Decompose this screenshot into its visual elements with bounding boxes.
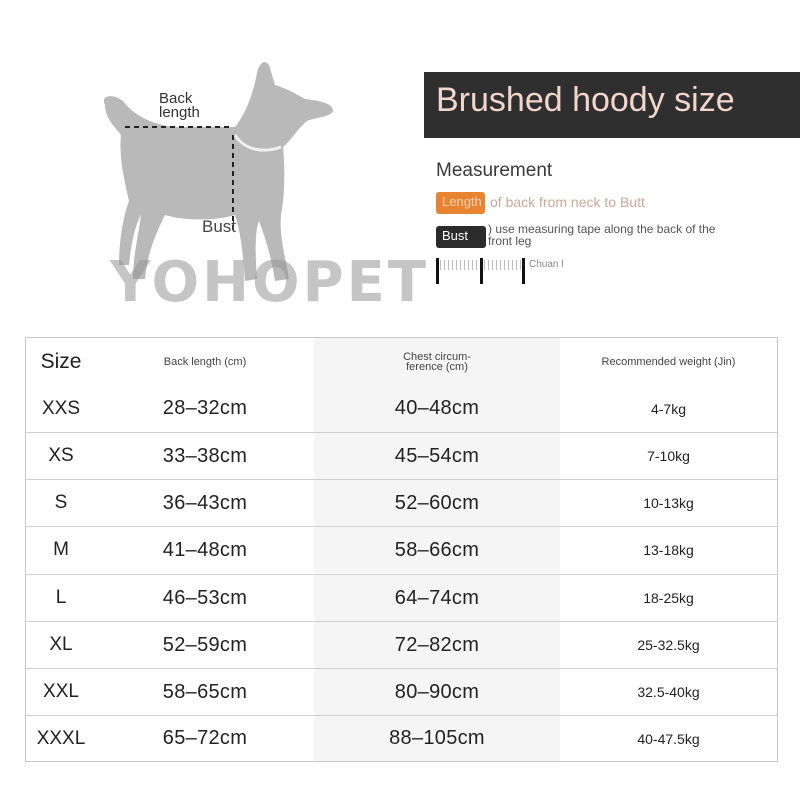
back-length-cell (96, 716, 314, 761)
size-cell-text: XS (48, 445, 74, 466)
weight-cell-text: 10-13kg (643, 495, 694, 511)
size-cell (26, 527, 96, 573)
back-length-cell (96, 669, 314, 715)
size-cell (26, 575, 96, 621)
back-length-cell (96, 385, 314, 432)
chest-cell (314, 575, 560, 621)
table-row (26, 526, 777, 573)
bust-tag: Bust (436, 226, 486, 248)
table-header-row (26, 338, 777, 385)
weight-cell (560, 669, 777, 715)
back-length-cell (96, 433, 314, 479)
back-length-cell-text: 33–38cm (162, 444, 248, 467)
bust-description: ) use measuring tape along the back of the front leg (488, 222, 716, 248)
length-description: of back from neck to Butt (490, 194, 645, 210)
chest-cell-text: 88–105cm (389, 727, 485, 749)
weight-cell-text: 7-10kg (647, 448, 690, 464)
header-back-length (96, 338, 314, 385)
size-chart-table (25, 337, 778, 762)
back-length-cell-text: 28–32cm (162, 397, 248, 419)
header-weight-label: Recommended weight (Jin) (601, 355, 736, 368)
header-size (26, 338, 96, 385)
size-cell-text: XXXL (36, 727, 86, 749)
back-length-cell-text: 41–48cm (162, 538, 248, 561)
chest-cell-text: 52–60cm (394, 491, 480, 514)
chest-cell-text: 72–82cm (394, 633, 480, 656)
table-row (26, 668, 777, 715)
size-cell-text: XXL (43, 681, 79, 702)
chest-cell-text: 58–66cm (394, 538, 480, 561)
header-chest (314, 338, 560, 385)
weight-cell (560, 480, 777, 526)
ruler-ticks (440, 260, 526, 270)
back-length-label: Back length (159, 90, 200, 121)
back-length-cell-text: 46–53cm (162, 586, 248, 609)
page-title: Brushed hoody size (436, 81, 735, 119)
weight-cell (560, 575, 777, 621)
back-length-cell (96, 575, 314, 621)
back-length-cell (96, 480, 314, 526)
chest-cell (314, 385, 560, 432)
header-weight (560, 338, 777, 385)
size-cell-text: M (53, 539, 69, 560)
header-back-length-label: Back length (cm) (163, 355, 247, 368)
weight-cell-text: 25-32.5kg (637, 637, 700, 653)
brand-watermark: YOHOPET (110, 250, 430, 315)
table-row (26, 432, 777, 479)
chest-cell (314, 669, 560, 715)
table-row (26, 385, 777, 432)
ruler-mark (480, 258, 483, 284)
size-cell-text: XXS (41, 397, 81, 419)
size-cell-text: XL (49, 634, 73, 655)
table-row (26, 479, 777, 526)
chest-cell-text: 64–74cm (394, 586, 480, 609)
length-tag: Length (436, 192, 485, 214)
chest-cell (314, 527, 560, 573)
bust-label: Bust (202, 217, 237, 236)
chest-cell (314, 622, 560, 668)
weight-cell-text: 4-7kg (650, 400, 687, 417)
back-length-cell (96, 527, 314, 573)
size-cell (26, 669, 96, 715)
weight-cell-text: 13-18kg (643, 542, 694, 558)
back-length-cell-text: 52–59cm (162, 633, 248, 656)
size-cell (26, 716, 96, 761)
chest-cell-text: 45–54cm (394, 444, 480, 467)
measurement-title: Measurement (436, 160, 553, 181)
size-cell (26, 622, 96, 668)
size-cell (26, 480, 96, 526)
weight-cell (560, 385, 777, 432)
size-cell-text: S (54, 492, 68, 513)
table-row (26, 621, 777, 668)
chest-cell-text: 80–90cm (394, 680, 480, 703)
ruler-text: Chuan l (529, 259, 564, 270)
chest-cell (314, 716, 560, 761)
back-length-cell-text: 36–43cm (162, 491, 248, 514)
size-cell (26, 433, 96, 479)
header-chest-label: Chest circum- ference (cm) (403, 350, 471, 373)
weight-cell (560, 716, 777, 761)
chest-cell (314, 433, 560, 479)
back-length-cell-text: 58–65cm (162, 680, 248, 703)
weight-cell-text: 32.5-40kg (637, 684, 700, 700)
size-cell (26, 385, 96, 432)
weight-cell-text: 40-47.5kg (637, 730, 700, 747)
header-size-label: Size (40, 349, 82, 373)
back-length-cell (96, 622, 314, 668)
size-cell-text: L (55, 587, 67, 608)
chest-cell-text: 40–48cm (394, 397, 480, 419)
chest-cell (314, 480, 560, 526)
ruler-mark (522, 258, 525, 284)
table-row (26, 574, 777, 621)
ruler-mark (436, 258, 439, 284)
weight-cell-text: 18-25kg (643, 590, 694, 606)
ruler-graphic (436, 258, 566, 284)
weight-cell (560, 433, 777, 479)
title-banner (424, 72, 800, 138)
table-row (26, 715, 777, 761)
weight-cell (560, 527, 777, 573)
back-length-cell-text: 65–72cm (162, 727, 248, 749)
weight-cell (560, 622, 777, 668)
